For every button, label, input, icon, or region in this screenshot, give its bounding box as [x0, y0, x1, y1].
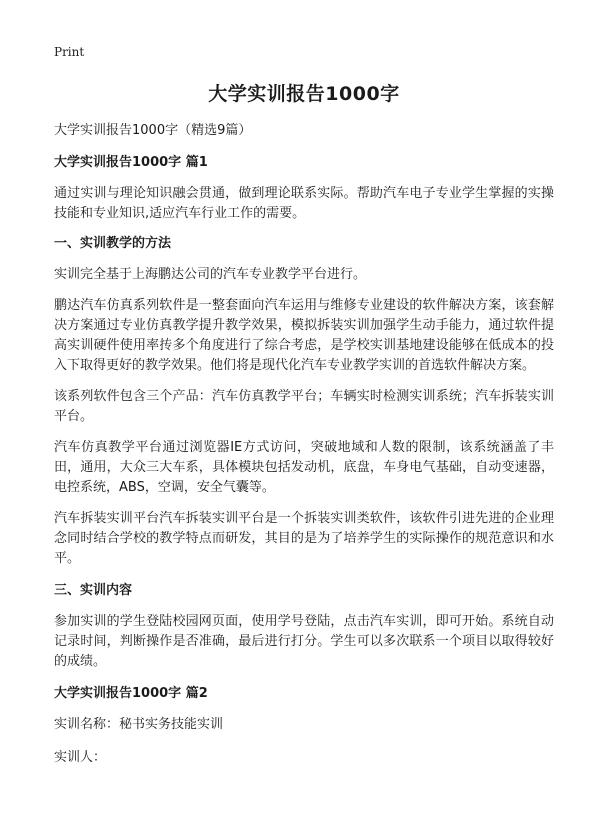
methods-paragraph-2: 鹏达汽车仿真系列软件是一整套面向汽车运用与维修专业建设的软件解决方案，该套解决方案通过专业仿真教学提升教学效果，模拟拆装实训加强学生动手能力，通过软件提高实训硬件使用率抟多个角度进行了综合考虑，是学校实训基地建设能够在低成本的投入下取得更好的教学效果。他们将是现代化汽车专业教学实训的首选软件解决方案。	[54, 298, 554, 373]
training-name-line: 实训名称：秘书实务技能实训	[54, 717, 224, 732]
print-label: Print	[54, 45, 85, 59]
article-heading-1: 大学实训报告1000字 篇1	[54, 155, 208, 170]
intro-paragraph: 通过实训与理论知识融会贯通，做到理论联系实际。帮助汽车电子专业学生掌握的实操技能和专业知识,适应汽车行业工作的需要。	[54, 186, 554, 221]
section-heading-methods: 一、实训教学的方法	[54, 236, 172, 251]
methods-paragraph-4: 汽车仿真教学平台通过浏览器IE方式访问，突破地域和人数的限制，该系统涵盖了丰田，通用，大众三大车系，具体模块包括发动机，底盘，车身电气基础，自动变速器，电控系统，ABS，空调，安全气囊等。	[54, 440, 554, 495]
methods-paragraph-3: 该系列软件包含三个产品：汽车仿真教学平台；车辆实时检测实训系统；汽车拆装实训平台。	[54, 389, 554, 424]
article-heading-2: 大学实训报告1000字 篇2	[54, 686, 208, 701]
methods-paragraph-1: 实训完全基于上海鹏达公司的汽车专业教学平台进行。	[54, 267, 367, 282]
document-subtitle: 大学实训报告1000字（精选9篇）	[54, 123, 252, 138]
methods-paragraph-5: 汽车拆装实训平台汽车拆装实训平台是一个拆装实训类软件，该软件引进先进的企业理念同时结合学校的教学特点而研发，其目的是为了培养学生的实际操作的规范意识和水平。	[54, 511, 554, 566]
trainee-line: 实训人：	[54, 750, 107, 765]
document-title: 大学实训报告1000字	[208, 83, 400, 105]
content-paragraph: 参加实训的学生登陆校园网页面，使用学号登陆，点击汽车实训，即可开始。系统自动记录时间，判断操作是否准确，最后进行打分。学生可以多次联系一个项目以取得较好的成绩。	[54, 614, 554, 669]
section-heading-content: 三、实训内容	[54, 583, 133, 598]
